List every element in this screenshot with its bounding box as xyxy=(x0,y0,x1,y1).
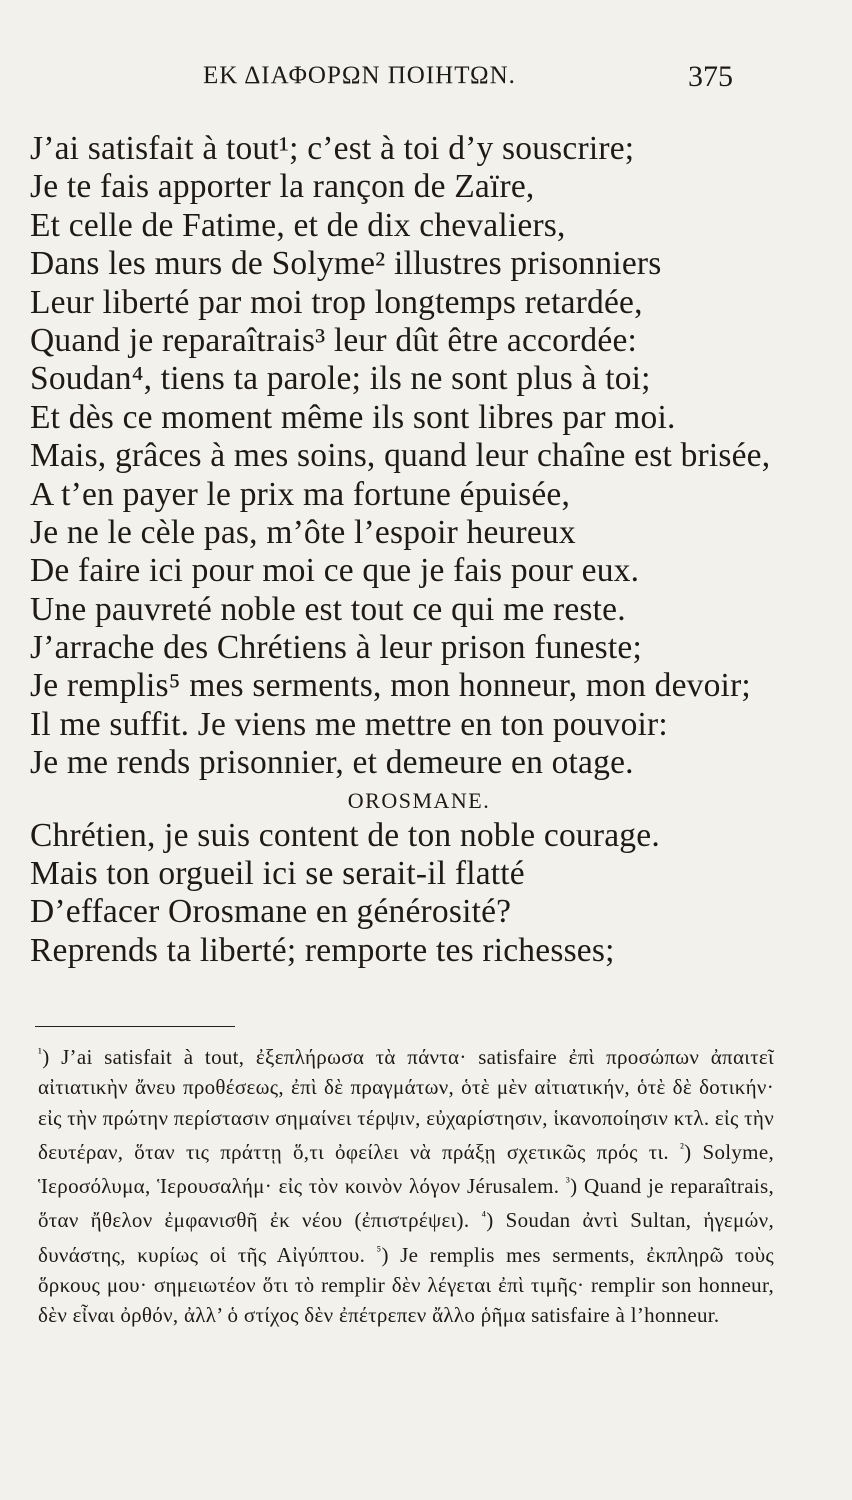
verse-line: Je me rends prisonnier, et demeure en otage. xyxy=(30,744,634,782)
footnote-text: ) Soudan ἀντὶ Sultan, ἡγεμών, δυνάστης, κυρίως οἱ τῆς Αἰγύπτου. xyxy=(38,1208,774,1267)
speaker-name: OROSMANE. xyxy=(347,787,491,813)
footnote-text: ) Je remplis mes serments, ἐκπληρῶ τοὺς ὅρκους μου· σημειωτέον ὅτι τὸ remplir δὲν λέγεται ἐπὶ τιμῆς· remplir son honneur, δὲν εἶναι ὀρθόν, ἀλλ’ ὁ στίχος δὲν ἐπέτρεπεν ἄλλο ῥῆμα satisfaire à l’honneur. xyxy=(38,1242,775,1328)
verse-line: Mais ton orgueil ici se serait-il flatté xyxy=(30,855,525,893)
page-number: 375 xyxy=(688,60,733,93)
footnote-marker: ⁴ xyxy=(481,1208,487,1224)
footnote-marker: ¹ xyxy=(38,1045,43,1060)
verse-line: Je ne le cèle pas, m’ôte l’espoir heureux xyxy=(30,513,576,551)
verse-line: Reprends ta liberté; remporte tes richesses; xyxy=(30,931,615,969)
footnote-divider xyxy=(35,1026,235,1027)
verse-line: Et celle de Fatime, et de dix chevaliers, xyxy=(30,206,566,244)
verse-line: J’ai satisfait à tout¹; c’est à toi d’y souscrire; xyxy=(30,130,635,167)
verse-line: J’arrache des Chrétiens à leur prison funeste; xyxy=(30,629,642,667)
verse-line: Je remplis⁵ mes serments, mon honneur, mon devoir; xyxy=(30,667,751,705)
footnote-marker: ⁵ xyxy=(376,1242,382,1258)
footnote-1 xyxy=(38,1045,774,1164)
verse-line: Chrétien, je suis content de ton noble courage. xyxy=(30,816,660,854)
verse-line: Mais, grâces à mes soins, quand leur chaîne est brisée, xyxy=(30,437,771,475)
footnote-marker: ³ xyxy=(565,1174,571,1190)
footnote-text: ) Quand je reparaîtrais, ὅταν ἤθελον ἐμφανισθῆ ἐκ νέου (ἐπιστρέψει). xyxy=(38,1174,774,1233)
verse-line: A t’en payer le prix ma fortune épuisée, xyxy=(30,475,571,513)
verse-line: D’effacer Orosmane en générosité? xyxy=(30,893,512,931)
verse-line: Leur liberté par moi trop longtemps retardée, xyxy=(30,283,643,321)
verse-line: Il me suffit. Je viens me mettre en ton pouvoir: xyxy=(30,705,668,743)
running-title: ΕΚ ΔΙΑΦΟΡΩΝ ΠΟΙΗΤΩΝ. xyxy=(203,62,516,89)
running-head xyxy=(0,62,852,106)
footnote-text: ) J’ai satisfait à tout, ἐξεπλήρωσα τὰ πάντα· satisfaire ἐπὶ προσώπων ἀπαιτεῖ αἰτιατικὴν ἄνευ προθέσεως, ἐπὶ δὲ πραγμάτων, ὁτὲ μὲν αἰτιατικήν, ὁτὲ δὲ δοτικήν· εἰς τὴν πρώτην περίστασιν σημαίνει τέρψιν, εὐχαρίστησιν, ἱκανοποίησιν κτλ. εἰς τὴν δευτέραν, ὅταν τις πράττῃ ὅ,τι ὀφείλει νὰ πράξῃ σχετικῶς πρός τι. xyxy=(38,1045,774,1164)
verse-line: Quand je reparaîtrais³ leur dût être accordée: xyxy=(30,321,638,359)
verse-line: Soudan⁴, tiens ta parole; ils ne sont plus à toi; xyxy=(30,360,651,398)
verse-line: De faire ici pour moi ce que je fais pour eux. xyxy=(30,552,640,590)
verse-line: Je te fais apporter la rançon de Zaïre, xyxy=(30,168,535,206)
verse-line: Une pauvreté noble est tout ce qui me reste. xyxy=(30,590,626,628)
verse-line: Et dès ce moment même ils sont libres par moi. xyxy=(30,398,676,436)
footnote-marker: ² xyxy=(679,1139,685,1155)
verse-line: Dans les murs de Solyme² illustres prisonniers xyxy=(30,245,662,283)
footnote-text: ) Solyme, Ἱεροσόλυμα, Ἱερουσαλήμ· εἰς τὸν κοινὸν λόγον Jérusalem. xyxy=(38,1139,774,1199)
verse-block xyxy=(30,130,820,970)
footnotes xyxy=(38,1038,774,1331)
